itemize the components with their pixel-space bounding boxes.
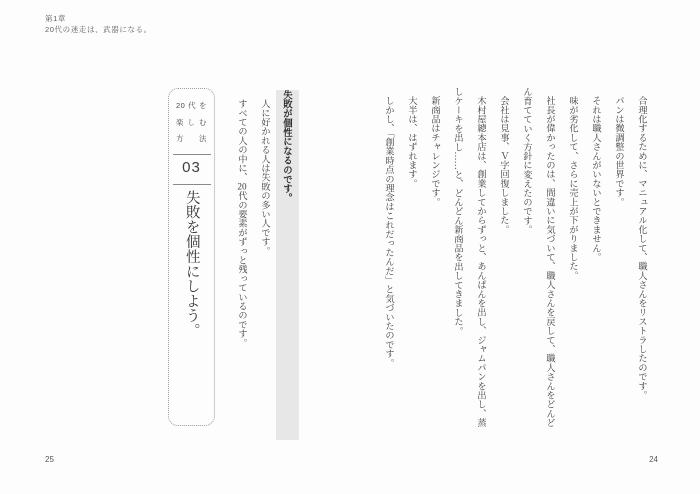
paragraph: 社長が偉かったのは、間違いに気づいて、職人さんを戻して、職人さんをどんどん育てていく方針に変えたのです。: [522, 87, 555, 428]
series-line: 方法: [176, 134, 207, 143]
paragraph: 人に好かれる人は失敗の多い人です。: [260, 99, 270, 256]
paragraph: 木村屋總本店は、創業してからずっと、あんぱんを出し、ジャムパンを出し、蒸しケーキを出し……と、どんどん新商品を出してきました。: [453, 87, 486, 428]
section-title-box: [168, 88, 215, 426]
paragraph: パンは微調整の世界です。: [614, 96, 624, 207]
paragraph: 新商品はチャレンジです。: [430, 96, 440, 207]
series-label: [176, 98, 207, 148]
series-line: 楽しむ: [176, 117, 207, 127]
divider-rule-top: [173, 154, 211, 155]
left-page-body: [230, 90, 299, 440]
section-title: 失敗を個性にしよう。: [183, 189, 200, 338]
running-head: [45, 13, 152, 35]
paragraph: 味が劣化して、さらに売上が下がりました。: [568, 96, 578, 281]
right-page-body: [377, 87, 653, 432]
page-number-right: 24: [649, 455, 658, 464]
highlighted-lead-line: 失敗が個性になるのです。: [276, 90, 299, 440]
page-number-left: 25: [45, 455, 54, 464]
paragraph: 大半は、はずれます。: [407, 96, 417, 189]
divider-rule-bottom: [173, 184, 211, 185]
paragraph: 合理化するために、マニュアル化して、職人さんをリストラしたのです。: [637, 96, 647, 400]
paragraph: それは職人さんがいないとできません。: [591, 96, 601, 262]
paragraph: すべての人の中に、20代の要素がずっと残っているのです。: [237, 99, 247, 348]
section-number: 03: [182, 158, 201, 176]
series-line: 20代を: [176, 101, 207, 110]
chapter-label: 第1章: [45, 14, 66, 23]
chapter-title: 20代の迷走は、武器になる。: [45, 25, 152, 34]
paragraph: しかし、「創業時点の理念はこれだったんだ」と気づいたのです。: [384, 96, 394, 368]
paragraph: 会社は見事、Ｖ字回復しました。: [499, 96, 509, 235]
